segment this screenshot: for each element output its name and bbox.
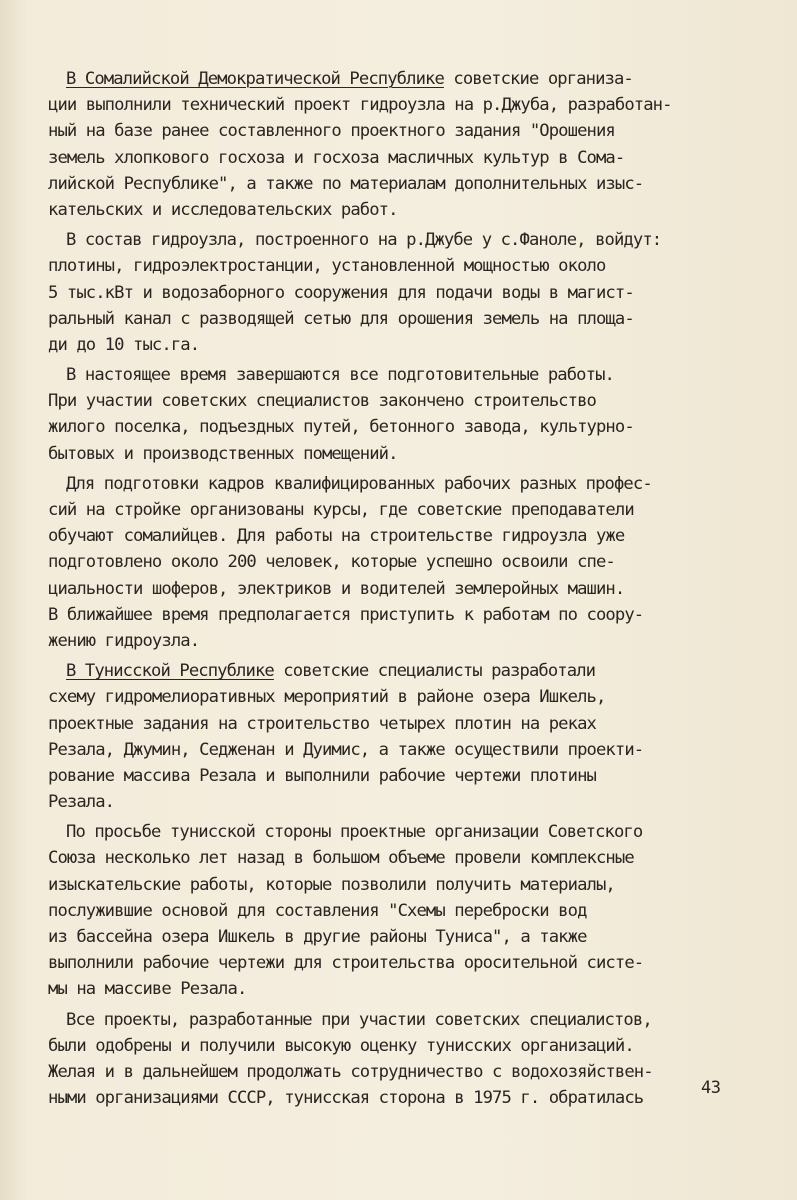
text-line — [48, 1007, 768, 1033]
line-text: Желая и в дальнейшем продолжать сотрудничество с водохозяйствен- — [48, 1061, 653, 1082]
text-line — [48, 92, 768, 118]
text-line — [48, 950, 768, 976]
text-line — [48, 306, 768, 332]
text-line — [48, 576, 768, 602]
text-line — [48, 819, 768, 845]
paragraph — [48, 471, 768, 654]
paragraph — [48, 362, 768, 467]
text-line — [48, 898, 768, 924]
underlined-heading: В Сомалийской Демократической Республике — [66, 69, 444, 89]
line-text: Резала. — [48, 792, 115, 813]
text-line — [48, 471, 768, 497]
line-text: были одобрены и получили высокую оценку тунисских организаций. — [48, 1035, 634, 1056]
line-text: советские организа- — [443, 69, 633, 89]
line-text: При участии советских специалистов закончено строительство — [48, 391, 596, 412]
body-text — [48, 66, 768, 1111]
text-line — [48, 711, 768, 737]
text-line — [48, 227, 768, 253]
text-line — [48, 523, 768, 549]
underlined-heading: В Тунисской Республике — [66, 661, 274, 682]
text-line — [48, 1085, 768, 1111]
line-text: рование массива Резала и выполнили рабочие чертежи плотины — [48, 765, 596, 786]
page-number: 43 — [701, 1078, 721, 1098]
text-line — [48, 414, 768, 440]
text-line — [48, 684, 768, 710]
line-text: изыскательские работы, которые позволили получить материалы, — [48, 874, 615, 895]
line-text: В состав гидроузла, построенного на р.Джубе у с.Фаноле, войдут: — [66, 230, 662, 251]
line-text: бытовых и производственных помещений. — [48, 443, 398, 464]
line-text: выполнили рабочие чертежи для строительства оросительной систе- — [48, 953, 644, 974]
line-text: циальности шоферов, электриков и водителей землеройных машин. — [48, 578, 625, 599]
text-line — [48, 332, 768, 358]
line-text: ными организациями СССР, тунисская сторона в 1975 г. обратилась — [48, 1088, 644, 1109]
text-line — [48, 280, 768, 306]
text-line — [48, 118, 768, 144]
line-text: Союза несколько лет назад в большом объеме провели комплексные — [48, 848, 634, 869]
paragraph — [48, 819, 768, 1002]
text-line — [48, 976, 768, 1002]
paragraph — [48, 658, 768, 815]
line-text: советские специалисты разработали — [273, 661, 596, 682]
text-line — [48, 872, 768, 898]
paragraph — [48, 227, 768, 358]
line-text: земель хлопкового госхоза и госхоза масличных культур в Сома- — [48, 147, 625, 168]
line-text: плотины, гидроэлектростанции, установленной мощностью около — [48, 256, 606, 277]
line-text: 5 тыс.кВт и водозаборного сооружения для подачи воды в магист- — [48, 282, 634, 303]
text-line — [48, 737, 768, 763]
text-line — [48, 628, 768, 654]
line-text: мы на массиве Резала. — [48, 979, 247, 1000]
line-text: По просьбе тунисской стороны проектные организации Советского — [66, 822, 643, 843]
text-line — [48, 253, 768, 279]
text-line — [48, 66, 768, 92]
text-line — [48, 171, 768, 197]
text-line — [48, 602, 768, 628]
line-text: В ближайшее время предполагается приступить к работам по соору- — [48, 604, 644, 625]
line-text: проектные задания на строительство четырех плотин на реках — [48, 713, 596, 734]
paragraph — [48, 1007, 768, 1112]
line-text: из бассейна озера Ишкель в другие районы Туниса", а также — [48, 927, 587, 947]
line-text: ди до 10 тыс.га. — [48, 334, 200, 355]
text-line — [48, 789, 768, 815]
line-text: обучают сомалийцев. Для работы на строительстве гидроузла уже — [48, 526, 625, 547]
line-text: сий на стройке организованы курсы, где советские преподаватели — [48, 500, 634, 520]
line-text: жилого поселка, подъездных путей, бетонного завода, культурно- — [48, 417, 634, 438]
line-text: ный на базе ранее составленного проектного задания "Орошения — [48, 121, 615, 142]
text-line — [48, 658, 768, 684]
line-text: кательских и исследовательских работ. — [48, 199, 398, 220]
text-line — [48, 441, 768, 467]
line-text: Все проекты, разработанные при участии советских специалистов, — [66, 1009, 652, 1030]
line-text: схему гидромелиоративных мероприятий в районе озера Ишкель, — [48, 687, 606, 708]
text-line — [48, 497, 768, 523]
line-text: ральный канал с разводящей сетью для орошения земель на площа- — [48, 308, 634, 329]
line-text: лийской Республике", а также по материалам дополнительных изыс- — [48, 173, 644, 194]
line-text: Резала, Джумин, Седженан и Дуимис, а также осуществили проекти- — [48, 739, 644, 760]
text-line — [48, 362, 768, 388]
text-line — [48, 145, 768, 171]
line-text: подготовлено около 200 человек, которые успешно освоили спе- — [48, 552, 615, 573]
paragraph — [48, 66, 768, 223]
text-line — [48, 197, 768, 223]
line-text: жению гидроузла. — [48, 630, 200, 651]
line-text: Для подготовки кадров квалифицированных рабочих разных профес- — [66, 473, 652, 494]
text-line — [48, 1059, 768, 1085]
text-line — [48, 388, 768, 414]
text-line — [48, 549, 768, 575]
line-text: В настоящее время завершаются все подготовительные работы. — [66, 365, 614, 386]
line-text: послужившие основой для составления "Схемы переброски вод — [48, 900, 587, 921]
text-line — [48, 924, 768, 950]
text-line — [48, 763, 768, 789]
text-line — [48, 1033, 768, 1059]
text-line — [48, 845, 768, 871]
line-text: ции выполнили технический проект гидроузла на р.Джуба, разработан- — [48, 95, 672, 116]
